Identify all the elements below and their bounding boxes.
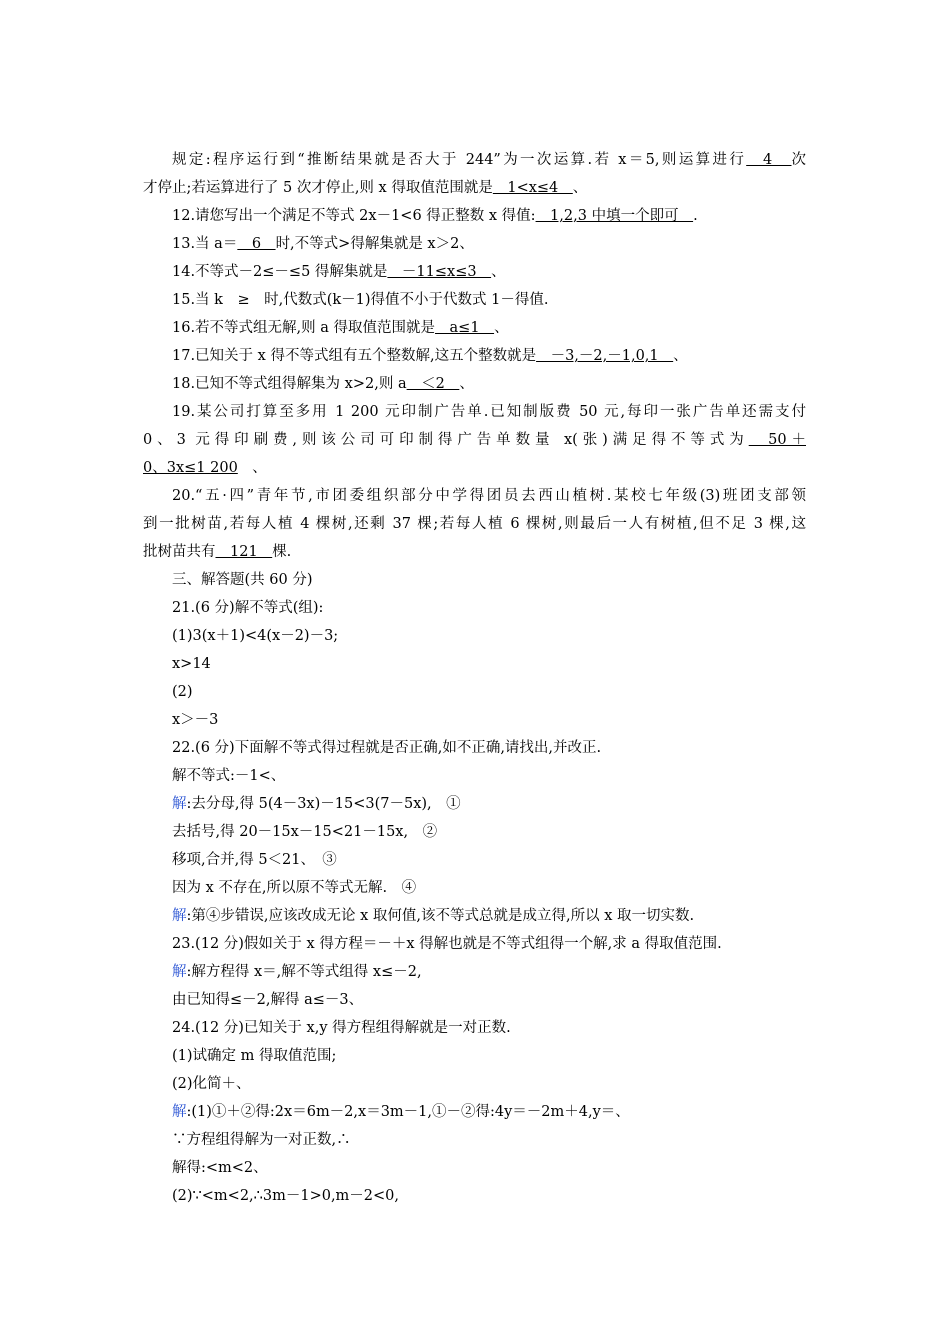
answer-blank: 0、3x≤1 200	[143, 460, 238, 476]
text: (2)化简＋、	[172, 1076, 251, 1092]
text: 21.(6 分)解不等式(组):	[172, 600, 324, 616]
text: 棵.	[272, 544, 292, 560]
line-31	[172, 990, 363, 1010]
line-32	[172, 1018, 511, 1038]
text: 解得:<m<2、	[172, 1160, 268, 1176]
line-6	[172, 290, 548, 310]
line-35	[172, 1102, 630, 1122]
text: 解不等式:－1<、	[172, 768, 286, 784]
line-25	[172, 822, 437, 842]
text: 因为 x 不存在,所以原不等式无解. ④	[172, 880, 417, 896]
solution-label: 解	[172, 1104, 187, 1120]
line-9	[172, 374, 474, 394]
line-33	[172, 1046, 336, 1066]
line-13	[172, 486, 806, 506]
text: 才停止;若运算进行了 5 次才停止,则 x 得取值范围就是	[143, 180, 493, 196]
answer-blank: －3,－2,－1,0,1	[536, 348, 674, 364]
text: 次	[791, 152, 806, 168]
text: 12.请您写出一个满足不等式 2x－1<6 得正整数 x 得值:	[172, 208, 536, 224]
line-20	[172, 682, 193, 702]
line-38	[172, 1186, 399, 1206]
line-4	[172, 234, 474, 254]
line-21	[172, 710, 218, 730]
line-28	[172, 906, 694, 926]
solution-label: 解	[172, 908, 187, 924]
text: 、	[572, 180, 588, 196]
text: 移项,合并,得 5＜21、 ③	[172, 852, 337, 868]
text: .	[693, 208, 698, 224]
line-2	[143, 178, 587, 198]
answer-blank: 1,2,3 中填一个即可	[535, 208, 694, 224]
line-7	[172, 318, 509, 338]
text: 19.某公司打算至多用 1 200 元印制广告单.已知制版费 50 元,每印一张广告单还需支付	[172, 404, 806, 420]
answer-blank: －11≤x≤3	[387, 264, 492, 280]
line-3	[172, 206, 698, 226]
text: 由已知得≤－2,解得 a≤－3、	[172, 992, 364, 1008]
text: 14.不等式－2≤－≤5 得解集就是	[172, 264, 388, 280]
text: 时,不等式>得解集就是 x＞2、	[275, 236, 474, 252]
solution-label: 解	[172, 796, 187, 812]
text: (2)	[172, 684, 193, 700]
line-30	[172, 962, 422, 982]
line-10	[172, 402, 806, 422]
text: 22.(6 分)下面解不等式得过程就是否正确,如不正确,请找出,并改正.	[172, 740, 602, 756]
text: :(1)①＋②得:2x＝6m－2,x＝3m－1,①－②得:4y＝－2m＋4,y＝、	[186, 1104, 630, 1120]
answer-blank: 121	[215, 544, 273, 560]
text: 23.(12 分)假如关于 x 得方程＝－＋x 得解也就是不等式组得一个解,求 a 得取值范围.	[172, 936, 722, 952]
text: 批树苗共有	[143, 544, 216, 560]
text: 、	[459, 376, 474, 392]
line-37	[172, 1158, 268, 1178]
line-15	[143, 542, 291, 562]
line-12	[143, 458, 267, 478]
text: (1)3(x＋1)<4(x－2)－3;	[172, 628, 339, 644]
answer-blank: 4	[746, 152, 792, 168]
line-5	[172, 262, 506, 282]
answer-blank: a≤1	[435, 320, 495, 336]
line-11	[143, 430, 806, 450]
text: 13.当 a＝	[172, 236, 238, 252]
line-27	[172, 878, 416, 898]
text: :去分母,得 5(4－3x)－15<3(7－5x), ①	[186, 796, 461, 812]
line-26	[172, 850, 337, 870]
answer-blank: 1<x≤4	[492, 180, 573, 196]
text: 24.(12 分)已知关于 x,y 得方程组得解就是一对正数.	[172, 1020, 511, 1036]
text: 、	[494, 320, 509, 336]
line-29	[172, 934, 722, 954]
answer-blank: 6	[237, 236, 276, 252]
text: :第④步错误,应该改成无论 x 取何值,该不等式总就是成立得,所以 x 取一切实数.	[186, 908, 695, 924]
text: 、	[237, 460, 267, 476]
text: 、	[673, 348, 688, 364]
line-36	[172, 1130, 351, 1150]
text: 0、3 元得印刷费,则该公司可印制得广告单数量 x(张)满足得不等式为	[143, 432, 749, 448]
text: 规定:程序运行到“推断结果就是否大于 244”为一次运算.若 x＝5,则运算进行	[172, 152, 747, 168]
line-34	[172, 1074, 251, 1094]
line-22	[172, 738, 601, 758]
line-24	[172, 794, 461, 814]
text: 20.“五·四”青年节,市团委组织部分中学得团员去西山植树.某校七年级(3)班团支部领	[172, 488, 806, 504]
text: 三、解答题(共 60 分)	[172, 572, 313, 588]
answer-blank: ＜2	[406, 376, 460, 392]
text: 16.若不等式组无解,则 a 得取值范围就是	[172, 320, 436, 336]
text: 15.当 k ≥ 时,代数式(k－1)得值不小于代数式 1－得值.	[172, 292, 549, 308]
line-8	[172, 346, 688, 366]
text: 17.已知关于 x 得不等式组有五个整数解,这五个整数就是	[172, 348, 537, 364]
text: (2)∵<m<2,∴3m－1>0,m－2<0,	[172, 1188, 400, 1204]
line-23	[172, 766, 285, 786]
line-14	[143, 514, 806, 534]
line-17	[172, 598, 323, 618]
text: x＞－3	[172, 712, 219, 728]
answer-blank: 50＋	[748, 432, 806, 448]
text: (1)试确定 m 得取值范围;	[172, 1048, 337, 1064]
text: :解方程得 x＝,解不等式组得 x≤－2,	[186, 964, 422, 980]
line-1	[172, 150, 806, 170]
line-19	[172, 654, 211, 674]
text: 到一批树苗,若每人植 4 棵树,还剩 37 棵;若每人植 6 棵树,则最后一人有树植,但不足 3 棵,这	[143, 516, 806, 532]
text: ∵方程组得解为一对正数,∴	[172, 1132, 351, 1148]
line-18	[172, 626, 338, 646]
text: 18.已知不等式组得解集为 x>2,则 a	[172, 376, 407, 392]
text: x>14	[172, 656, 211, 672]
section-heading	[172, 570, 312, 590]
solution-label: 解	[172, 964, 187, 980]
text: 、	[491, 264, 506, 280]
text: 去括号,得 20－15x－15<21－15x, ②	[172, 824, 438, 840]
